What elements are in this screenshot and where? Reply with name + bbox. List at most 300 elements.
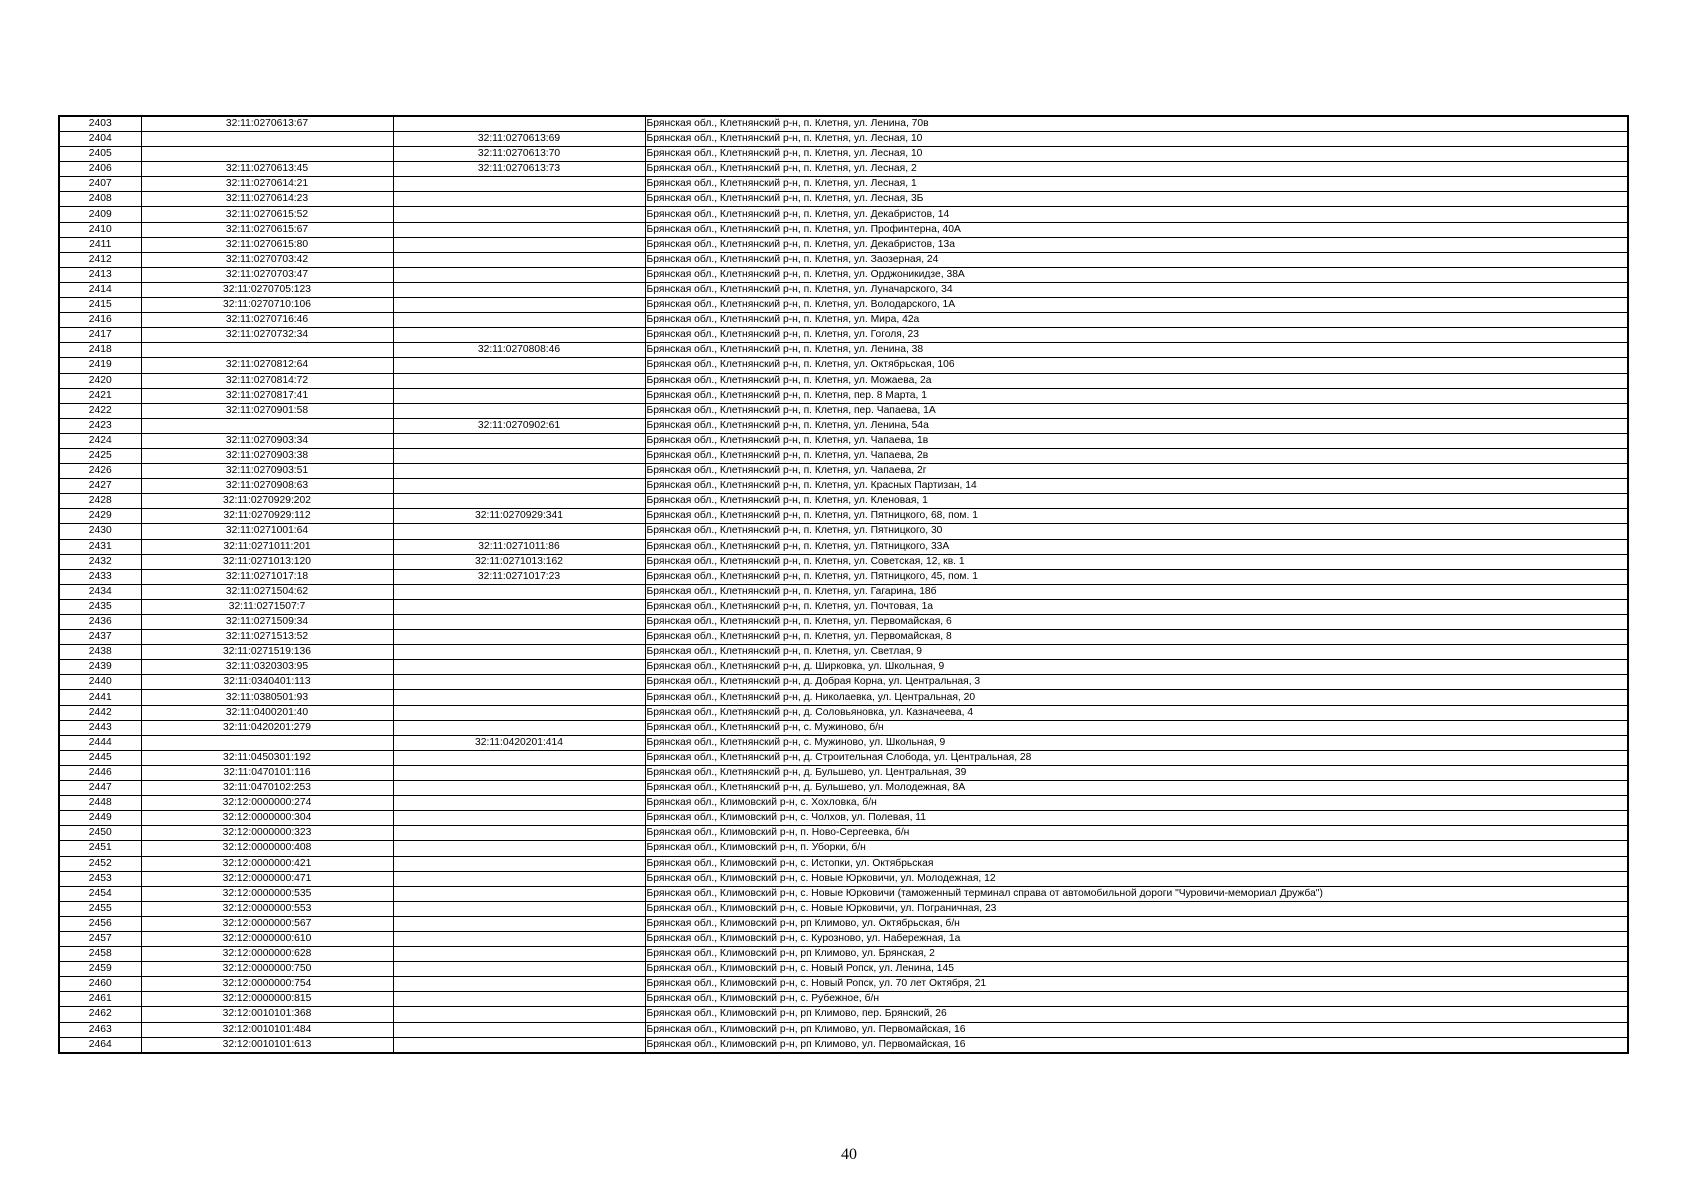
address-cell: Брянская обл., Клетнянский р-н, п. Клетня, пер. Чапаева, 1А [645,403,1628,418]
table-row [59,509,1628,524]
address-cell: Брянская обл., Клетнянский р-н, п. Клетня, ул. Пятницкого, 45, пом. 1 [645,569,1628,584]
secondary-cadastral-number-cell [393,947,645,962]
address-cell: Брянская обл., Климовский р-н, с. Рубежное, б/н [645,992,1628,1007]
secondary-cadastral-number-cell [393,977,645,992]
secondary-cadastral-number-cell [393,1007,645,1022]
table-row [59,313,1628,328]
cadastral-number-cell [141,132,393,147]
cadastral-number-cell [141,735,393,750]
secondary-cadastral-number-cell: 32:11:0270613:73 [393,162,645,177]
address-cell: Брянская обл., Клетнянский р-н, п. Клетня, ул. Чапаева, 2г [645,464,1628,479]
secondary-cadastral-number-cell: 32:11:0270902:61 [393,418,645,433]
address-cell: Брянская обл., Клетнянский р-н, п. Клетня, ул. Первомайская, 6 [645,615,1628,630]
cadastral-number-cell: 32:11:0271507:7 [141,599,393,614]
cadastral-number-cell: 32:12:0000000:408 [141,841,393,856]
address-cell: Брянская обл., Клетнянский р-н, п. Клетня, ул. Первомайская, 8 [645,630,1628,645]
row-number-cell: 2458 [59,947,141,962]
table-row [59,947,1628,962]
table-row [59,645,1628,660]
cadastral-number-cell: 32:11:0270908:63 [141,479,393,494]
address-cell: Брянская обл., Клетнянский р-н, п. Клетня, ул. Советская, 12, кв. 1 [645,554,1628,569]
address-cell: Брянская обл., Клетнянский р-н, п. Клетня, ул. Можаева, 2а [645,373,1628,388]
row-number-cell: 2444 [59,735,141,750]
address-cell: Брянская обл., Климовский р-н, с. Чолхов, ул. Полевая, 11 [645,811,1628,826]
address-cell: Брянская обл., Клетнянский р-н, п. Клетня, ул. Октябрьская, 106 [645,358,1628,373]
table-row [59,282,1628,297]
address-cell: Брянская обл., Клетнянский р-н, п. Клетня, ул. Ленина, 38 [645,343,1628,358]
secondary-cadastral-number-cell [393,645,645,660]
row-number-cell: 2419 [59,358,141,373]
address-cell: Брянская обл., Климовский р-н, рп Климово, ул. Первомайская, 16 [645,1037,1628,1053]
address-cell: Брянская обл., Клетнянский р-н, п. Клетня, ул. Пятницкого, 68, пом. 1 [645,509,1628,524]
secondary-cadastral-number-cell: 32:11:0270808:46 [393,343,645,358]
table-row [59,720,1628,735]
row-number-cell: 2449 [59,811,141,826]
row-number-cell: 2409 [59,207,141,222]
secondary-cadastral-number-cell [393,448,645,463]
row-number-cell: 2446 [59,765,141,780]
secondary-cadastral-number-cell: 32:11:0271011:86 [393,539,645,554]
cadastral-number-cell: 32:11:0270710:106 [141,298,393,313]
address-cell: Брянская обл., Климовский р-н, рп Климово, ул. Октябрьская, б/н [645,916,1628,931]
address-cell: Брянская обл., Клетнянский р-н, п. Клетня, ул. Ленина, 54а [645,418,1628,433]
address-cell: Брянская обл., Клетнянский р-н, п. Клетня, ул. Орджоникидзе, 38А [645,267,1628,282]
cadastral-number-cell: 32:12:0000000:754 [141,977,393,992]
row-number-cell: 2454 [59,886,141,901]
row-number-cell: 2428 [59,494,141,509]
secondary-cadastral-number-cell [393,494,645,509]
cadastral-number-cell: 32:11:0270615:80 [141,237,393,252]
secondary-cadastral-number-cell [393,811,645,826]
address-cell: Брянская обл., Клетнянский р-н, с. Мужиново, ул. Школьная, 9 [645,735,1628,750]
secondary-cadastral-number-cell [393,433,645,448]
cadastral-number-cell [141,147,393,162]
table-row [59,765,1628,780]
row-number-cell: 2431 [59,539,141,554]
cadastral-number-cell: 32:11:0400201:40 [141,705,393,720]
secondary-cadastral-number-cell [393,796,645,811]
secondary-cadastral-number-cell [393,765,645,780]
secondary-cadastral-number-cell [393,584,645,599]
secondary-cadastral-number-cell [393,207,645,222]
cadastral-number-cell: 32:11:0270615:52 [141,207,393,222]
row-number-cell: 2452 [59,856,141,871]
row-number-cell: 2445 [59,750,141,765]
address-cell: Брянская обл., Клетнянский р-н, п. Клетня, ул. Лесная, 10 [645,147,1628,162]
secondary-cadastral-number-cell [393,660,645,675]
row-number-cell: 2447 [59,781,141,796]
cadastral-number-cell: 32:12:0010101:613 [141,1037,393,1053]
table-row [59,1022,1628,1037]
cadastral-number-cell: 32:11:0270703:42 [141,252,393,267]
table-row [59,403,1628,418]
table-row [59,584,1628,599]
secondary-cadastral-number-cell [393,267,645,282]
table-row [59,1007,1628,1022]
address-cell: Брянская обл., Клетнянский р-н, п. Клетня, ул. Лесная, 10 [645,132,1628,147]
address-cell: Брянская обл., Клетнянский р-н, п. Клетня, пер. 8 Марта, 1 [645,388,1628,403]
cadastral-number-cell: 32:11:0271001:64 [141,524,393,539]
row-number-cell: 2421 [59,388,141,403]
secondary-cadastral-number-cell: 32:11:0271013:162 [393,554,645,569]
address-cell: Брянская обл., Клетнянский р-н, д. Николаевка, ул. Центральная, 20 [645,690,1628,705]
row-number-cell: 2411 [59,237,141,252]
cadastral-number-cell: 32:11:0470101:116 [141,765,393,780]
address-cell: Брянская обл., Климовский р-н, рп Климово, ул. Первомайская, 16 [645,1022,1628,1037]
table-row [59,388,1628,403]
table-row [59,826,1628,841]
cadastral-number-cell: 32:12:0000000:610 [141,931,393,946]
cadastral-number-cell: 32:11:0271519:136 [141,645,393,660]
secondary-cadastral-number-cell [393,992,645,1007]
table-row [59,554,1628,569]
secondary-cadastral-number-cell: 32:11:0420201:414 [393,735,645,750]
address-cell: Брянская обл., Клетнянский р-н, п. Клетня, ул. Чапаева, 2в [645,448,1628,463]
address-cell: Брянская обл., Клетнянский р-н, п. Клетня, ул. Светлая, 9 [645,645,1628,660]
table-row [59,750,1628,765]
secondary-cadastral-number-cell [393,675,645,690]
address-cell: Брянская обл., Клетнянский р-н, п. Клетня, ул. Лесная, 2 [645,162,1628,177]
secondary-cadastral-number-cell [393,705,645,720]
cadastral-number-cell: 32:11:0380501:93 [141,690,393,705]
secondary-cadastral-number-cell [393,177,645,192]
row-number-cell: 2457 [59,931,141,946]
row-number-cell: 2438 [59,645,141,660]
address-cell: Брянская обл., Клетнянский р-н, п. Клетня, ул. Мира, 42а [645,313,1628,328]
row-number-cell: 2403 [59,116,141,132]
secondary-cadastral-number-cell [393,690,645,705]
table-row [59,373,1628,388]
address-cell: Брянская обл., Климовский р-н, п. Уборки, б/н [645,841,1628,856]
row-number-cell: 2433 [59,569,141,584]
address-cell: Брянская обл., Климовский р-н, рп Климово, пер. Брянский, 26 [645,1007,1628,1022]
address-cell: Брянская обл., Климовский р-н, с. Хохловка, б/н [645,796,1628,811]
address-cell: Брянская обл., Клетнянский р-н, п. Клетня, ул. Пятницкого, 30 [645,524,1628,539]
table-row [59,207,1628,222]
row-number-cell: 2463 [59,1022,141,1037]
cadastral-number-cell: 32:12:0000000:750 [141,962,393,977]
secondary-cadastral-number-cell [393,1037,645,1053]
row-number-cell: 2406 [59,162,141,177]
row-number-cell: 2436 [59,615,141,630]
row-number-cell: 2456 [59,916,141,931]
secondary-cadastral-number-cell [393,931,645,946]
row-number-cell: 2410 [59,222,141,237]
table-row [59,237,1628,252]
table-row [59,599,1628,614]
address-cell: Брянская обл., Клетнянский р-н, д. Строительная Слобода, ул. Центральная, 28 [645,750,1628,765]
secondary-cadastral-number-cell [393,841,645,856]
secondary-cadastral-number-cell [393,630,645,645]
secondary-cadastral-number-cell [393,479,645,494]
row-number-cell: 2426 [59,464,141,479]
table-row [59,615,1628,630]
address-cell: Брянская обл., Клетнянский р-н, д. Бульшево, ул. Молодежная, 8А [645,781,1628,796]
row-number-cell: 2407 [59,177,141,192]
table-row [59,418,1628,433]
table-row [59,494,1628,509]
address-cell: Брянская обл., Климовский р-н, с. Новый Ропск, ул. 70 лет Октября, 21 [645,977,1628,992]
secondary-cadastral-number-cell [393,464,645,479]
secondary-cadastral-number-cell [393,615,645,630]
cadastral-number-cell: 32:11:0270812:64 [141,358,393,373]
cadastral-number-cell: 32:11:0270814:72 [141,373,393,388]
row-number-cell: 2464 [59,1037,141,1053]
address-cell: Брянская обл., Клетнянский р-н, п. Клетня, ул. Ленина, 70в [645,116,1628,132]
row-number-cell: 2448 [59,796,141,811]
row-number-cell: 2434 [59,584,141,599]
table-row [59,931,1628,946]
cadastral-number-cell [141,343,393,358]
table-row [59,298,1628,313]
address-cell: Брянская обл., Клетнянский р-н, п. Клетня, ул. Кленовая, 1 [645,494,1628,509]
address-cell: Брянская обл., Климовский р-н, с. Новые Юрковичи (таможенный терминал справа от автомобильной дороги "Чуровичи-мемориал Дружба") [645,886,1628,901]
table-row [59,886,1628,901]
row-number-cell: 2405 [59,147,141,162]
page-number: 40 [841,1146,857,1163]
address-cell: Брянская обл., Клетнянский р-н, п. Клетня, ул. Лесная, 1 [645,177,1628,192]
table-row [59,222,1628,237]
table-row [59,992,1628,1007]
row-number-cell: 2437 [59,630,141,645]
secondary-cadastral-number-cell [393,871,645,886]
row-number-cell: 2440 [59,675,141,690]
secondary-cadastral-number-cell [393,1022,645,1037]
cadastral-number-cell: 32:12:0000000:304 [141,811,393,826]
row-number-cell: 2423 [59,418,141,433]
secondary-cadastral-number-cell [393,237,645,252]
secondary-cadastral-number-cell [393,298,645,313]
row-number-cell: 2460 [59,977,141,992]
secondary-cadastral-number-cell [393,599,645,614]
cadastral-number-cell: 32:11:0271504:62 [141,584,393,599]
cadastral-number-cell: 32:11:0270615:67 [141,222,393,237]
table-row [59,675,1628,690]
secondary-cadastral-number-cell [393,282,645,297]
cadastral-number-cell: 32:11:0270901:58 [141,403,393,418]
cadastral-number-cell: 32:11:0271013:120 [141,554,393,569]
cadastral-number-cell: 32:12:0000000:535 [141,886,393,901]
secondary-cadastral-number-cell [393,252,645,267]
address-cell: Брянская обл., Клетнянский р-н, п. Клетня, ул. Заозерная, 24 [645,252,1628,267]
address-cell: Брянская обл., Климовский р-н, с. Новый Ропск, ул. Ленина, 145 [645,962,1628,977]
row-number-cell: 2432 [59,554,141,569]
cadastral-number-cell: 32:11:0340401:113 [141,675,393,690]
table-row [59,448,1628,463]
secondary-cadastral-number-cell [393,524,645,539]
cadastral-number-cell: 32:12:0000000:553 [141,901,393,916]
property-table [58,115,1629,1054]
address-cell: Брянская обл., Клетнянский р-н, п. Клетня, ул. Пятницкого, 33А [645,539,1628,554]
address-cell: Брянская обл., Клетнянский р-н, п. Клетня, ул. Профинтерна, 40А [645,222,1628,237]
secondary-cadastral-number-cell [393,901,645,916]
cadastral-number-cell: 32:11:0270903:38 [141,448,393,463]
secondary-cadastral-number-cell [393,313,645,328]
cadastral-number-cell: 32:12:0000000:815 [141,992,393,1007]
address-cell: Брянская обл., Клетнянский р-н, п. Клетня, ул. Гоголя, 23 [645,328,1628,343]
secondary-cadastral-number-cell: 32:11:0271017:23 [393,569,645,584]
table-row [59,252,1628,267]
address-cell: Брянская обл., Клетнянский р-н, п. Клетня, ул. Лесная, 3Б [645,192,1628,207]
table-row [59,464,1628,479]
cadastral-number-cell: 32:11:0271513:52 [141,630,393,645]
secondary-cadastral-number-cell [393,358,645,373]
cadastral-number-cell: 32:11:0450301:192 [141,750,393,765]
table-row [59,192,1628,207]
secondary-cadastral-number-cell [393,116,645,132]
row-number-cell: 2439 [59,660,141,675]
address-cell: Брянская обл., Клетнянский р-н, п. Клетня, ул. Володарского, 1А [645,298,1628,313]
secondary-cadastral-number-cell [393,856,645,871]
secondary-cadastral-number-cell [393,886,645,901]
cadastral-number-cell: 32:11:0270613:67 [141,116,393,132]
secondary-cadastral-number-cell [393,916,645,931]
row-number-cell: 2415 [59,298,141,313]
row-number-cell: 2420 [59,373,141,388]
table-row [59,871,1628,886]
table-row [59,177,1628,192]
row-number-cell: 2404 [59,132,141,147]
cadastral-number-cell: 32:11:0270613:45 [141,162,393,177]
secondary-cadastral-number-cell [393,720,645,735]
secondary-cadastral-number-cell [393,962,645,977]
table-row [59,735,1628,750]
address-cell: Брянская обл., Клетнянский р-н, п. Клетня, ул. Красных Партизан, 14 [645,479,1628,494]
cadastral-number-cell [141,418,393,433]
table-row [59,539,1628,554]
cadastral-number-cell: 32:11:0270903:34 [141,433,393,448]
row-number-cell: 2417 [59,328,141,343]
table-row [59,977,1628,992]
cadastral-number-cell: 32:11:0270732:34 [141,328,393,343]
table-row [59,781,1628,796]
secondary-cadastral-number-cell [393,781,645,796]
cadastral-number-cell: 32:12:0010101:368 [141,1007,393,1022]
address-cell: Брянская обл., Климовский р-н, с. Новые Юрковичи, ул. Молодежная, 12 [645,871,1628,886]
cadastral-number-cell: 32:12:0000000:274 [141,796,393,811]
table-row [59,479,1628,494]
address-cell: Брянская обл., Клетнянский р-н, д. Добрая Корна, ул. Центральная, 3 [645,675,1628,690]
table-row [59,358,1628,373]
address-cell: Брянская обл., Клетнянский р-н, п. Клетня, ул. Декабристов, 14 [645,207,1628,222]
cadastral-number-cell: 32:11:0270705:123 [141,282,393,297]
row-number-cell: 2450 [59,826,141,841]
cadastral-number-cell: 32:11:0270614:23 [141,192,393,207]
table-row [59,705,1628,720]
secondary-cadastral-number-cell [393,826,645,841]
secondary-cadastral-number-cell: 32:11:0270613:69 [393,132,645,147]
cadastral-number-cell: 32:11:0271017:18 [141,569,393,584]
row-number-cell: 2413 [59,267,141,282]
table-row [59,162,1628,177]
address-cell: Брянская обл., Клетнянский р-н, п. Клетня, ул. Декабристов, 13а [645,237,1628,252]
cadastral-number-cell: 32:11:0270614:21 [141,177,393,192]
address-cell: Брянская обл., Клетнянский р-н, п. Клетня, ул. Гагарина, 18б [645,584,1628,599]
address-cell: Брянская обл., Климовский р-н, с. Курозново, ул. Набережная, 1а [645,931,1628,946]
row-number-cell: 2453 [59,871,141,886]
secondary-cadastral-number-cell [393,403,645,418]
address-cell: Брянская обл., Клетнянский р-н, п. Клетня, ул. Почтовая, 1а [645,599,1628,614]
table-row [59,116,1628,132]
table-row [59,916,1628,931]
address-cell: Брянская обл., Клетнянский р-н, с. Мужиново, б/н [645,720,1628,735]
row-number-cell: 2451 [59,841,141,856]
secondary-cadastral-number-cell [393,750,645,765]
table-row [59,328,1628,343]
address-cell: Брянская обл., Климовский р-н, с. Истопки, ул. Октябрьская [645,856,1628,871]
row-number-cell: 2424 [59,433,141,448]
table-row [59,901,1628,916]
secondary-cadastral-number-cell: 32:11:0270613:70 [393,147,645,162]
secondary-cadastral-number-cell [393,222,645,237]
secondary-cadastral-number-cell: 32:11:0270929:341 [393,509,645,524]
table-row [59,343,1628,358]
secondary-cadastral-number-cell [393,328,645,343]
cadastral-number-cell: 32:12:0000000:421 [141,856,393,871]
address-cell: Брянская обл., Клетнянский р-н, д. Бульшево, ул. Центральная, 39 [645,765,1628,780]
table-row [59,1037,1628,1053]
table-row [59,811,1628,826]
row-number-cell: 2412 [59,252,141,267]
address-cell: Брянская обл., Клетнянский р-н, д. Соловьяновка, ул. Казначеева, 4 [645,705,1628,720]
address-cell: Брянская обл., Клетнянский р-н, д. Ширковка, ул. Школьная, 9 [645,660,1628,675]
cadastral-number-cell: 32:11:0271011:201 [141,539,393,554]
row-number-cell: 2416 [59,313,141,328]
property-table-body [59,116,1628,1053]
address-cell: Брянская обл., Климовский р-н, рп Климово, ул. Брянская, 2 [645,947,1628,962]
row-number-cell: 2422 [59,403,141,418]
row-number-cell: 2427 [59,479,141,494]
table-row [59,796,1628,811]
table-row [59,660,1628,675]
cadastral-number-cell: 32:11:0270903:51 [141,464,393,479]
cadastral-number-cell: 32:11:0271509:34 [141,615,393,630]
table-row [59,147,1628,162]
cadastral-number-cell: 32:11:0270929:202 [141,494,393,509]
cadastral-number-cell: 32:11:0270716:46 [141,313,393,328]
row-number-cell: 2429 [59,509,141,524]
row-number-cell: 2408 [59,192,141,207]
cadastral-number-cell: 32:11:0320303:95 [141,660,393,675]
table-row [59,856,1628,871]
row-number-cell: 2418 [59,343,141,358]
row-number-cell: 2443 [59,720,141,735]
row-number-cell: 2441 [59,690,141,705]
cadastral-number-cell: 32:12:0000000:567 [141,916,393,931]
secondary-cadastral-number-cell [393,373,645,388]
table-row [59,962,1628,977]
secondary-cadastral-number-cell [393,388,645,403]
cadastral-number-cell: 32:12:0010101:484 [141,1022,393,1037]
cadastral-number-cell: 32:12:0000000:323 [141,826,393,841]
address-cell: Брянская обл., Климовский р-н, п. Ново-Сергеевка, б/н [645,826,1628,841]
row-number-cell: 2435 [59,599,141,614]
cadastral-number-cell: 32:12:0000000:471 [141,871,393,886]
table-row [59,630,1628,645]
address-cell: Брянская обл., Клетнянский р-н, п. Клетня, ул. Чапаева, 1в [645,433,1628,448]
table-row [59,569,1628,584]
table-row [59,132,1628,147]
table-row [59,841,1628,856]
row-number-cell: 2425 [59,448,141,463]
row-number-cell: 2430 [59,524,141,539]
table-row [59,690,1628,705]
secondary-cadastral-number-cell [393,192,645,207]
table-row [59,524,1628,539]
row-number-cell: 2442 [59,705,141,720]
row-number-cell: 2462 [59,1007,141,1022]
cadastral-number-cell: 32:11:0270929:112 [141,509,393,524]
